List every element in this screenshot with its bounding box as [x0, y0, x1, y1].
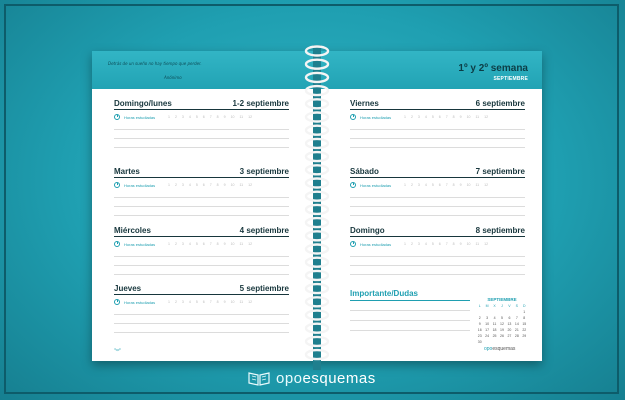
hour-number[interactable]: 4 — [188, 300, 191, 304]
clock-icon — [350, 241, 356, 247]
calendar-day — [483, 310, 490, 314]
hours-label: Horas estudiadas — [360, 241, 392, 247]
calendar-day: 25 — [492, 334, 497, 338]
day-date: 5 septiembre — [239, 284, 289, 293]
hour-number[interactable]: 9 — [459, 115, 462, 119]
hour-number[interactable]: 9 — [459, 183, 462, 187]
left-header — [92, 51, 317, 89]
hour-number[interactable]: 11 — [239, 242, 244, 246]
calendar-day — [491, 310, 498, 314]
calendar-day: 11 — [492, 322, 497, 326]
hours-row — [350, 240, 525, 248]
calendar-day: 6 — [508, 316, 511, 320]
day-block — [114, 283, 289, 333]
calendar-day: 8 — [523, 316, 526, 320]
hour-number[interactable]: 8 — [452, 242, 455, 246]
hour-number[interactable]: 9 — [223, 242, 226, 246]
note-lines — [114, 197, 289, 216]
hour-number[interactable]: 12 — [248, 300, 253, 304]
hour-number[interactable]: 4 — [424, 115, 427, 119]
hour-number[interactable]: 4 — [424, 242, 427, 246]
calendar-day: 13 — [507, 322, 512, 326]
note-lines — [114, 256, 289, 275]
quote-text: Detrás de un sueño no hay tiempo que perder. — [108, 61, 202, 66]
calendar-day: 12 — [500, 322, 504, 326]
day-header — [350, 225, 525, 237]
calendar-day: 21 — [514, 328, 519, 332]
hour-number[interactable]: 10 — [466, 242, 471, 246]
day-name: Viernes — [350, 99, 379, 108]
hour-number[interactable]: 5 — [431, 183, 434, 187]
hour-number[interactable]: 8 — [216, 183, 219, 187]
calendar-day: 9 — [478, 322, 481, 326]
calendar-day: 3 — [486, 316, 489, 320]
hours-row — [114, 113, 289, 121]
weekday-label: J — [501, 304, 503, 308]
day-block — [350, 98, 525, 148]
calendar-day: 29 — [522, 334, 527, 338]
hour-number[interactable]: 1 — [168, 242, 170, 246]
day-name: Domingo — [350, 226, 385, 235]
hour-number[interactable]: 7 — [209, 300, 212, 304]
day-name: Sábado — [350, 167, 379, 176]
hour-number[interactable]: 6 — [438, 115, 441, 119]
weekday-label: M — [485, 304, 489, 308]
quote-author: Anónimo — [164, 75, 182, 80]
weekday-label: D — [523, 304, 526, 308]
hours-scale — [404, 183, 488, 187]
day-block — [350, 166, 525, 216]
footer-logo-a: opo — [484, 346, 493, 352]
clock-icon — [114, 182, 120, 188]
hour-number[interactable]: 5 — [431, 115, 434, 119]
hour-number[interactable]: 3 — [181, 242, 184, 246]
hour-number[interactable]: 7 — [445, 183, 448, 187]
calendar-day: 27 — [507, 334, 512, 338]
day-date: 8 septiembre — [475, 226, 525, 235]
hour-number[interactable]: 12 — [484, 115, 489, 119]
hours-row — [114, 181, 289, 189]
hours-scale — [404, 242, 488, 246]
motivational-quote — [108, 61, 228, 80]
hour-number[interactable]: 11 — [475, 115, 480, 119]
day-date: 6 septiembre — [475, 99, 525, 108]
calendar-day: 28 — [514, 334, 519, 338]
day-date: 3 septiembre — [239, 167, 289, 176]
hour-number[interactable]: 3 — [181, 115, 184, 119]
hour-number[interactable]: 12 — [484, 242, 489, 246]
calendar-day: 22 — [522, 328, 527, 332]
hour-number[interactable]: 9 — [223, 300, 226, 304]
hours-label: Horas estudiadas — [360, 114, 392, 120]
calendar-day: 20 — [507, 328, 512, 332]
calendar-day: 7 — [515, 316, 518, 320]
hour-number[interactable]: 5 — [195, 115, 198, 119]
weekday-label: V — [508, 304, 511, 308]
hour-number[interactable]: 2 — [174, 242, 177, 246]
hour-number[interactable]: 1 — [168, 115, 170, 119]
note-lines — [350, 197, 525, 216]
hour-number[interactable]: 8 — [452, 115, 455, 119]
hour-number[interactable]: 8 — [216, 242, 219, 246]
hour-number[interactable]: 5 — [195, 300, 198, 304]
day-header — [350, 166, 525, 178]
day-header — [350, 98, 525, 110]
day-block — [114, 98, 289, 148]
weekday-label: L — [478, 304, 481, 308]
hour-number[interactable]: 11 — [475, 183, 480, 187]
calendar-day: 2 — [478, 316, 481, 320]
hour-number[interactable]: 2 — [174, 183, 177, 187]
calendar-day: 15 — [522, 322, 527, 326]
calendar-day: 24 — [485, 334, 490, 338]
hour-number[interactable]: 4 — [188, 242, 191, 246]
hour-number[interactable]: 12 — [248, 183, 253, 187]
day-header — [114, 98, 289, 110]
hour-number[interactable]: 2 — [410, 242, 413, 246]
hour-number[interactable]: 9 — [223, 115, 226, 119]
day-header — [114, 225, 289, 237]
hour-number[interactable]: 6 — [202, 300, 205, 304]
hour-number[interactable]: 3 — [417, 242, 420, 246]
day-name: Martes — [114, 167, 140, 176]
hour-number[interactable]: 4 — [424, 183, 427, 187]
hours-scale — [404, 115, 488, 119]
mini-calendar-title: SEPTIEMBRE — [487, 297, 517, 302]
clock-icon — [114, 114, 120, 120]
calendar-day — [498, 310, 505, 314]
hour-number[interactable]: 9 — [459, 242, 462, 246]
calendar-day — [476, 310, 483, 314]
hour-number[interactable]: 1 — [404, 115, 406, 119]
hour-number[interactable]: 11 — [239, 115, 244, 119]
mini-calendar-grid — [476, 304, 528, 344]
calendar-day: 30 — [477, 340, 482, 344]
footer-logo-b: esquemas — [492, 346, 516, 352]
calendar-day: 14 — [514, 322, 519, 326]
hour-number[interactable]: 10 — [230, 242, 235, 246]
note-lines — [114, 129, 289, 148]
hour-number[interactable]: 6 — [438, 242, 441, 246]
brand-text-b: esquemas — [302, 369, 376, 387]
hour-number[interactable]: 10 — [466, 183, 471, 187]
day-date: 4 septiembre — [239, 226, 289, 235]
hour-number[interactable]: 9 — [223, 183, 226, 187]
hour-number[interactable]: 1 — [404, 183, 406, 187]
hour-number[interactable]: 3 — [417, 115, 420, 119]
month-tag: SEPTIEMBRE — [493, 76, 528, 82]
brand-text-a: opo — [276, 369, 303, 387]
hours-row — [114, 240, 289, 248]
calendar-day — [513, 310, 520, 314]
hour-number[interactable]: 5 — [431, 242, 434, 246]
clock-icon — [114, 299, 120, 305]
clock-icon — [114, 241, 120, 247]
day-block — [114, 166, 289, 216]
calendar-day: 19 — [500, 328, 504, 332]
important-section — [350, 289, 470, 331]
chevron-down-icon: ︾ — [114, 349, 121, 356]
hour-number[interactable]: 10 — [466, 115, 471, 119]
hour-number[interactable]: 4 — [188, 183, 191, 187]
weekday-label: S — [515, 304, 519, 308]
hour-number[interactable]: 7 — [209, 115, 212, 119]
calendar-day: 17 — [485, 328, 490, 332]
hours-label: Horas estudiadas — [124, 182, 156, 188]
clock-icon — [350, 182, 356, 188]
hours-row — [350, 113, 525, 121]
hour-number[interactable]: 6 — [202, 115, 205, 119]
hour-number[interactable]: 5 — [195, 242, 198, 246]
day-name: Domingo/lunes — [114, 99, 172, 108]
hour-number[interactable]: 11 — [239, 300, 244, 304]
calendar-day: 5 — [501, 316, 503, 320]
weekday-label: X — [493, 304, 496, 308]
calendar-day: 26 — [500, 334, 504, 338]
hour-number[interactable]: 10 — [230, 115, 235, 119]
hour-number[interactable]: 12 — [248, 115, 253, 119]
calendar-day: 16 — [477, 328, 482, 332]
day-date: 1-2 septiembre — [232, 99, 289, 108]
hour-number[interactable]: 12 — [484, 183, 489, 187]
hour-number[interactable]: 5 — [195, 183, 198, 187]
mini-calendar — [476, 297, 528, 344]
hour-number[interactable]: 3 — [417, 183, 420, 187]
hour-number[interactable]: 7 — [209, 242, 212, 246]
hour-number[interactable]: 8 — [452, 183, 455, 187]
hour-number[interactable]: 6 — [202, 183, 205, 187]
hour-number[interactable]: 11 — [475, 242, 480, 246]
hour-number[interactable]: 10 — [230, 183, 235, 187]
hours-scale — [168, 115, 252, 119]
brand-logo — [248, 368, 376, 388]
hours-row — [350, 181, 525, 189]
important-lines — [350, 310, 470, 331]
brand-text — [276, 370, 376, 387]
hour-number[interactable]: 1 — [168, 183, 170, 187]
day-date: 7 septiembre — [475, 167, 525, 176]
hour-number[interactable]: 7 — [209, 183, 212, 187]
hour-number[interactable]: 12 — [248, 242, 253, 246]
hour-number[interactable]: 6 — [438, 183, 441, 187]
day-header — [114, 283, 289, 295]
hour-number[interactable]: 10 — [230, 300, 235, 304]
hour-number[interactable]: 8 — [216, 115, 219, 119]
hour-number[interactable]: 2 — [174, 300, 177, 304]
hour-number[interactable]: 8 — [216, 300, 219, 304]
hours-scale — [168, 300, 252, 304]
important-title: Importante/Dudas — [350, 289, 470, 301]
book-icon — [248, 370, 270, 386]
day-block — [114, 225, 289, 275]
hour-number[interactable]: 7 — [445, 115, 448, 119]
calendar-day: 4 — [493, 316, 496, 320]
hours-label: Horas estudiadas — [124, 114, 156, 120]
day-name: Miércoles — [114, 226, 151, 235]
calendar-day — [506, 310, 513, 314]
hour-number[interactable]: 2 — [174, 115, 177, 119]
note-lines — [350, 129, 525, 148]
hours-label: Horas estudiadas — [124, 241, 156, 247]
clock-icon — [350, 114, 356, 120]
note-lines — [114, 314, 289, 333]
week-title: 1º y 2º semana — [458, 63, 528, 74]
calendar-day: 1 — [523, 310, 526, 314]
hour-number[interactable]: 3 — [181, 300, 184, 304]
day-name: Jueves — [114, 284, 142, 293]
note-lines — [350, 256, 525, 275]
hours-row — [114, 298, 289, 306]
hour-number[interactable]: 4 — [188, 115, 191, 119]
calendar-day: 10 — [485, 322, 490, 326]
right-header — [317, 51, 542, 89]
hour-number[interactable]: 3 — [181, 183, 184, 187]
hour-number[interactable]: 2 — [410, 183, 413, 187]
hour-number[interactable]: 11 — [239, 183, 244, 187]
calendar-day: 18 — [492, 328, 497, 332]
footer-logo — [484, 346, 515, 352]
hours-scale — [168, 183, 252, 187]
hours-scale — [168, 242, 252, 246]
hour-number[interactable]: 6 — [202, 242, 205, 246]
hour-number[interactable]: 2 — [410, 115, 413, 119]
day-block — [350, 225, 525, 275]
calendar-day: 23 — [477, 334, 482, 338]
planner-spread — [92, 51, 542, 361]
hours-label: Horas estudiadas — [124, 299, 156, 305]
day-header — [114, 166, 289, 178]
hour-number[interactable]: 7 — [445, 242, 448, 246]
hour-number[interactable]: 1 — [168, 300, 170, 304]
hours-label: Horas estudiadas — [360, 182, 392, 188]
spiral-binding — [302, 45, 332, 370]
hour-number[interactable]: 1 — [404, 242, 406, 246]
